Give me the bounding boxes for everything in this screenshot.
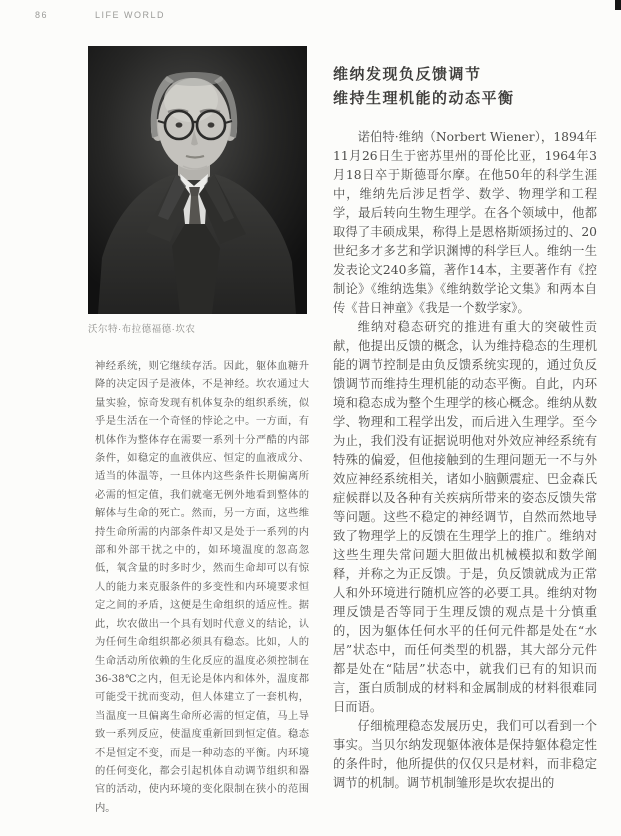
page-corner-mark (615, 0, 621, 10)
page-number: 86 (35, 10, 49, 20)
article-heading-line1: 维纳发现负反馈调节 (333, 65, 482, 83)
portrait-photo (88, 46, 307, 314)
left-column-text: 神经系统，则它继续存活。因此，躯体血糖升降的决定因子是液体，不是神经。坎农通过大量实验，惊奇发现有机体复杂的组织系统，似乎是生活在一个奇怪的悖论之中。一方面，有机体作为整体存在需要一系列十分严酷的内部条件，如稳定的血液供应、恒定的血液成分、适当的体温等，一旦体内这些条件长期偏离所必需的恒定值，我们就毫无例外地看到整体的解体与生命的死亡。然而，另一方面，这些维持生命所需的内部条件却又是处于一系列的内部和外部干扰之中的，如环境温度的忽高忽低，氧含量的时多时少，然而生命却可以有惊人的能力来克服条件的多变性和内环境要求恒定之间的矛盾，这便是生命组织的适应性。据此，坎农做出一个具有划时代意义的结论，认为任何生命组织都必须具有稳态。比如，人的生命活动所依赖的生化反应的温度必须控制在36-38℃之内，但无论是体内和体外，温度都可能受干扰而变动，但人体建立了一套机构，当温度一旦偏离生命所必需的恒定值，马上导致一系列反应，使温度重新回到恒定值。稳态不是恒定不变，而是一种动态的平衡。内环境的任何变化，都会引起机体自动调节组织和器官的活动，使内环境的变化限制在狭小的范围内。 (95, 360, 309, 814)
article-paragraph: 维纳对稳态研究的推进有重大的突破性贡献，他提出反馈的概念，认为维持稳态的生理机能的调节控制是由负反馈系统实现的，通过负反馈调节而维持生理机能的动态平衡。自此，内环境和稳态成为整个生理学的核心概念。维纳从数学、物理和工程学出发，而后进入生理学。至今为止，我们没有证据说明他对外效应神经系统有特殊的偏爱，但他接触到的生理问题无一不与外效应神经系统相关，诸如小脑颤震症、巴金森氏症候群以及各种有关疾病所带来的姿态反馈失常等问题。这些不稳定的神经调节，自然而然地导致了物理学上的反馈在生理学上的推广。维纳对这些生理失常问题大胆做出机械模拟和数学阐释，并称之为正反馈。于是，负反馈就成为正常人和外环境进行随机应答的必要工具。维纳对物理反馈是否等同于生理反馈的观点是十分慎重的，因为躯体任何水平的任何元件都是处在“水居”状态中，而任何类型的机器，其大部分元件都是处在“陆居”状态中，就我们已有的知识而言，蛋白质制成的材料和金属制成的材料很难同日而语。 (333, 320, 597, 714)
article-heading (333, 62, 597, 110)
journal-header: LIFE WORLD (95, 10, 166, 20)
article-column (333, 62, 597, 793)
article-heading-line2: 维持生理机能的动态平衡 (333, 89, 515, 107)
article-paragraph: 仔细梳理稳态发展历史，我们可以看到一个事实。当贝尔纳发现躯体液体是保持躯体稳定性的条件时，他所提供的仅仅只是材料，而非稳定调节的机制。调节机制雏形是坎农提出的 (333, 719, 597, 790)
article-paragraph: 诺伯特·维纳（Norbert Wiener），1894年11月26日生于密苏里州的哥伦比亚，1964年3月18日卒于斯德哥尔摩。在他50年的科学生涯中，维纳先后涉足哲学、数学、物理学和工程学，最后转向生物生理学。在各个领域中，他都取得了丰硕成果，称得上是恩格斯颂扬过的、20世纪多才多艺和学识渊博的科学巨人。维纳一生发表论文240多篇，著作14本，主要著作有《控制论》《维纳选集》《维纳数学论文集》和两本自传《昔日神童》《我是一个数学家》。 (333, 130, 597, 315)
article-body (333, 128, 597, 793)
photo-caption: 沃尔特·布拉德福德·坎农 (88, 324, 196, 335)
